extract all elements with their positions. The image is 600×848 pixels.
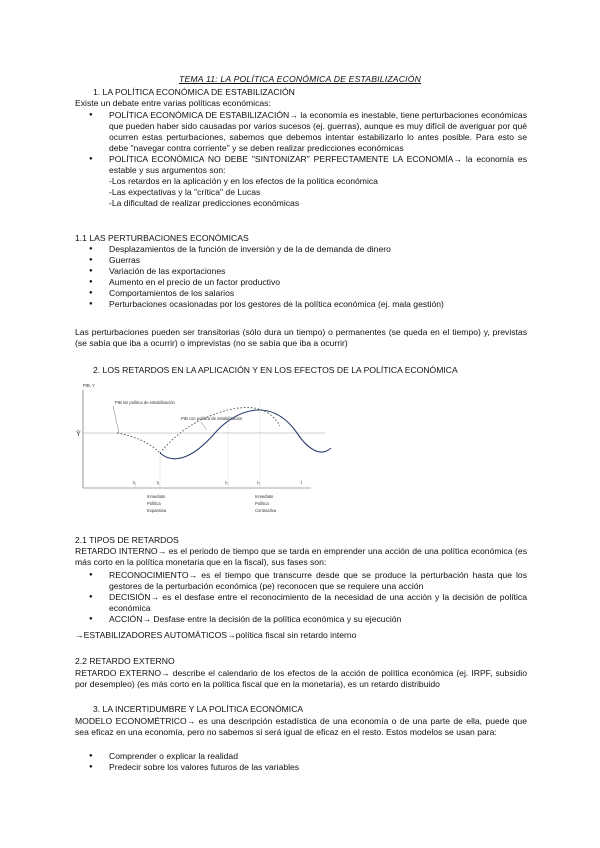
- caption-left-3: Expansiva: [147, 508, 167, 513]
- tick-t0: t₀: [133, 480, 136, 485]
- list-item: ● Predecir sobre los valores futuros de las variables: [109, 762, 527, 773]
- pointer-b: [201, 422, 207, 430]
- caption-right-3: Contractiva: [255, 508, 277, 513]
- list-item: ● ACCIÓN→ Desfase entre la decisión de la política económica y su ejecución: [109, 614, 527, 625]
- section-2-1-heading: 2.1 TIPOS DE RETARDOS: [75, 535, 179, 545]
- argument-item: -Las expectativas y la "crítica" de Lucas: [109, 187, 261, 197]
- list-item: ● Desplazamientos de la función de inversión y de la de demanda de dinero: [109, 244, 527, 255]
- section-3-paragraph: MODELO ECONOMÉTRICO→ es una descripción estadística de una economía o de una parte de ella, puede que sea eficaz en una economía, pero no sabemos si será igual de eficaz en el resto. Estos modelos se usan para:: [75, 716, 527, 737]
- retardos-figure: [75, 378, 335, 528]
- curve-sin-politica-b: [160, 407, 280, 453]
- section-2-1-paragraph: RETARDO INTERNO→ es el periodo de tiempo que se tarda en emprender una acción de una política económica (es más corto en la política monetaria que en la fiscal), sus fases son:: [75, 546, 527, 567]
- section-1-1-heading: 1.1 LAS PERTURBACIONES ECONÓMICAS: [75, 233, 249, 243]
- page-title: TEMA 11: LA POLÍTICA ECONÓMICA DE ESTABILIZACIÓN: [179, 74, 421, 84]
- list-item: ● RECONOCIMIENTO→ es el tiempo que transcurre desde que se produce la perturbación hasta que los gestores de la perturbación económica (pe) reconocen que se requiere una acción: [109, 570, 527, 592]
- tick-t: t: [301, 480, 303, 485]
- section-2-2-paragraph: RETARDO EXTERNO→ describe el calendario de los efectos de la acción de política económica (ej. IRPF, subsidio por desempleo) (es más corto en la política fiscal que en la monetaria), es un retardo distribuido: [75, 668, 527, 689]
- caption-right-1: Inmediato: [255, 494, 274, 499]
- label-sin-politica: PIB sin política de estabilización: [115, 400, 175, 405]
- pointer-a: [113, 406, 119, 433]
- list-item: ● Perturbaciones ocasionadas por los gestores de la política económica (ej. mala gestión): [109, 299, 527, 310]
- caption-left-1: Inmediato: [147, 494, 166, 499]
- section-2-heading: 2. LOS RETARDOS EN LA APLICACIÓN Y EN LOS EFECTOS DE LA POLÍTICA ECONÓMICA: [93, 365, 458, 375]
- tick-t2: t₂: [225, 480, 228, 485]
- tick-t1: t₁: [157, 480, 160, 485]
- argument-item: -Los retardos en la aplicación y en los efectos de la política económica: [109, 176, 378, 186]
- section-2-1-list: [75, 570, 527, 625]
- list-item: ● POLÍTICA ECONÓMICA NO DEBE "SINTONIZAR" PERFECTAMENTE LA ECONOMÍA→ la economía es estable y sus argumentos son:: [109, 154, 527, 176]
- section-3-heading: 3. LA INCERTIDUMBRE Y LA POLÍTICA ECONÓMICA: [93, 704, 304, 714]
- y-axis-label: PIB, Y: [83, 383, 95, 388]
- section-2-1-note: →ESTABILIZADORES AUTOMÁTICOS→política fiscal sin retardo interno: [75, 630, 357, 640]
- list-item: ● Guerras: [109, 255, 527, 266]
- curve-sin-politica-a: [117, 433, 160, 453]
- section-2-2-heading: 2.2 RETARDO EXTERNO: [75, 656, 175, 666]
- section-1-1-list: [75, 244, 527, 310]
- list-item: ● Aumento en el precio de un factor productivo: [109, 277, 527, 288]
- section-1-heading: 1. LA POLÍTICA ECONÓMICA DE ESTABILIZACIÓN: [93, 87, 295, 97]
- argument-item: -La dificultad de realizar predicciones económicas: [109, 198, 300, 208]
- section-1-list: [75, 110, 527, 209]
- caption-left-2: Política: [147, 501, 161, 506]
- label-con-politica: PIB con política de estabilización: [181, 416, 243, 421]
- section-1-intro: Existe un debate entre varias políticas económicas:: [75, 98, 271, 108]
- list-item: ● POLÍTICA ECONÓMICA DE ESTABILIZACIÓN→ la economía es inestable, tiene perturbaciones económicas que pueden haber sido causadas por varios sucesos (ej. guerras), aunque es muy difícil de averiguar por qué ocurren estas perturbaciones, sabemos que debemos intentar estabilizarlo lo antes posible. Para esto se debe "navegar contra corriente" y se deben realizar predicciones económicas: [109, 110, 527, 154]
- section-1-1-paragraph: Las perturbaciones pueden ser transitorias (sólo dura un tiempo) o permanentes (se queda en el tiempo) y, previstas (se sabía que iba a ocurrir) o imprevistas (no se sabía que iba a ocurrir): [75, 327, 527, 348]
- list-item: ● Comportamientos de los salarios: [109, 288, 527, 299]
- list-item: ● DECISIÓN→ es el desfase entre el reconocimiento de la necesidad de una acción y la decisión de política económica: [109, 592, 527, 614]
- list-item: ● Variación de las exportaciones: [109, 266, 527, 277]
- caption-right-2: Política: [255, 501, 269, 506]
- y-bar-label: Ȳ: [76, 431, 81, 438]
- tick-t3: t₃: [257, 480, 260, 485]
- section-3-list: [75, 751, 527, 773]
- list-item: ● Comprender o explicar la realidad: [109, 751, 527, 762]
